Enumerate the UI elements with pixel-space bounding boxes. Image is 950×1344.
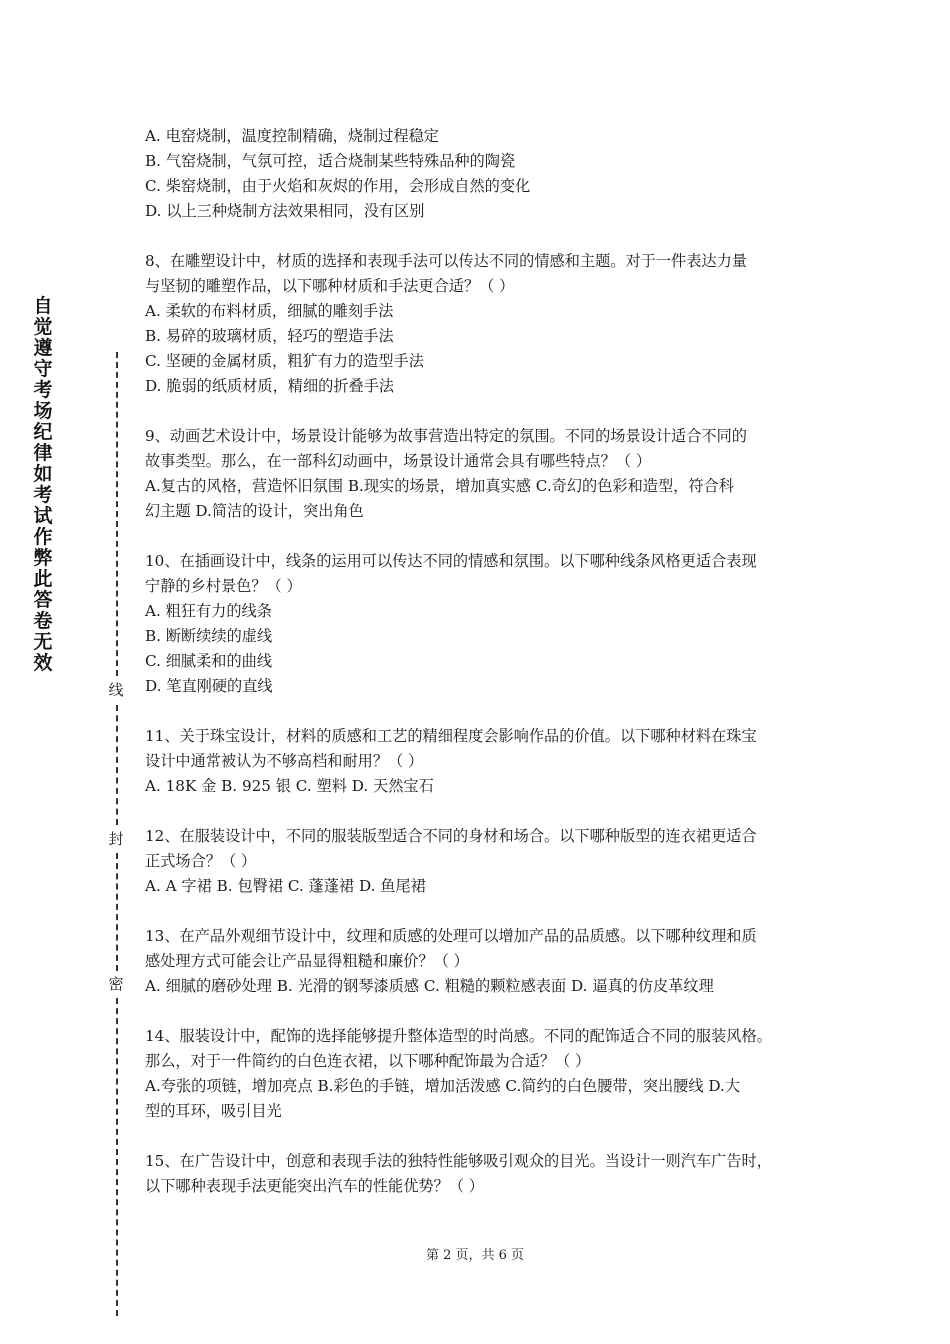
- text-line: 8、在雕塑设计中，材质的选择和表现手法可以传达不同的情感和主题。对于一件表达力量: [145, 252, 747, 270]
- block-spacer: [145, 399, 813, 424]
- text-line: 那么，对于一件简约的白色连衣裙，以下哪种配饰最为合适？（ ）: [145, 1052, 591, 1070]
- binding-dashed-line: [116, 705, 118, 825]
- binding-dashed-line: [116, 853, 118, 971]
- text-line: A. 粗狂有力的线条: [145, 602, 272, 620]
- text-line: 13、在产品外观细节设计中，纹理和质感的处理可以增加产品的品质感。以下哪种纹理和质: [145, 927, 757, 945]
- seal-label-line: 线: [106, 680, 126, 700]
- text-line: A.复古的风格，营造怀旧氛围 B.现实的场景，增加真实感 C.奇幻的色彩和造型，符合科: [145, 477, 734, 495]
- question-block: [145, 1149, 813, 1199]
- binding-dashed-line: [116, 352, 118, 676]
- question-block: [145, 724, 813, 799]
- text-line: 以下哪种表现手法更能突出汽车的性能优势？（ ）: [145, 1177, 484, 1195]
- block-spacer: [145, 899, 813, 924]
- text-line: C. 细腻柔和的曲线: [145, 652, 273, 670]
- text-line: 14、服装设计中，配饰的选择能够提升整体造型的时尚感。不同的配饰适合不同的服装风格。: [145, 1027, 772, 1045]
- block-spacer: [145, 224, 813, 249]
- question-block: [145, 124, 813, 224]
- block-spacer: [145, 524, 813, 549]
- question-block: [145, 1024, 813, 1124]
- text-line: B. 易碎的玻璃材质，轻巧的塑造手法: [145, 327, 394, 345]
- text-line: 9、动画艺术设计中，场景设计能够为故事营造出特定的氛围。不同的场景设计适合不同的: [145, 427, 747, 445]
- text-line: A.夸张的项链，增加亮点 B.彩色的手链，增加活泼感 C.简约的白色腰带，突出腰线 D.大: [145, 1077, 741, 1095]
- text-line: 12、在服装设计中，不同的服装版型适合不同的身材和场合。以下哪种版型的连衣裙更适合: [145, 827, 757, 845]
- question-block: [145, 824, 813, 899]
- text-line: D. 以上三种烧制方法效果相同，没有区别: [145, 202, 425, 220]
- text-line: C. 柴窑烧制，由于火焰和灰烬的作用，会形成自然的变化: [145, 177, 531, 195]
- text-line: 幻主题 D.简洁的设计，突出角色: [145, 502, 364, 520]
- text-line: 型的耳环，吸引目光: [145, 1102, 282, 1120]
- text-line: 正式场合？（ ）: [145, 852, 257, 870]
- text-line: A. 细腻的磨砂处理 B. 光滑的钢琴漆质感 C. 粗糙的颗粒感表面 D. 逼真的仿皮革纹理: [145, 977, 714, 995]
- text-line: A. 电窑烧制，温度控制精确，烧制过程稳定: [145, 127, 439, 145]
- text-line: A. 柔软的布料材质，细腻的雕刻手法: [145, 302, 394, 320]
- text-line: A. A 字裙 B. 包臀裙 C. 蓬蓬裙 D. 鱼尾裙: [145, 877, 426, 895]
- question-block: [145, 924, 813, 999]
- seal-label-secret: 密: [106, 974, 126, 994]
- text-line: 11、关于珠宝设计，材料的质感和工艺的精细程度会影响作品的价值。以下哪种材料在珠宝: [145, 727, 757, 745]
- text-line: D. 笔直刚硬的直线: [145, 677, 273, 695]
- block-spacer: [145, 999, 813, 1024]
- seal-label-seal: 封: [106, 829, 126, 849]
- text-line: B. 断断续续的虚线: [145, 627, 273, 645]
- question-block: [145, 549, 813, 699]
- text-line: D. 脆弱的纸质材质，精细的折叠手法: [145, 377, 395, 395]
- page-number: 第 2 页，共 6 页: [425, 1248, 525, 1263]
- text-line: 故事类型。那么，在一部科幻动画中，场景设计通常会具有哪些特点？（ ）: [145, 452, 652, 470]
- block-spacer: [145, 1124, 813, 1149]
- question-block: [145, 424, 813, 524]
- block-spacer: [145, 799, 813, 824]
- text-line: A. 18K 金 B. 925 银 C. 塑料 D. 天然宝石: [145, 777, 434, 795]
- question-block: [145, 249, 813, 399]
- text-line: B. 气窑烧制，气氛可控，适合烧制某些特殊品种的陶瓷: [145, 152, 516, 170]
- text-line: 感处理方式可能会让产品显得粗糙和廉价？（ ）: [145, 952, 469, 970]
- question-content: [145, 124, 813, 1199]
- block-spacer: [145, 699, 813, 724]
- text-line: C. 坚硬的金属材质，粗犷有力的造型手法: [145, 352, 424, 370]
- text-line: 宁静的乡村景色？（ ）: [145, 577, 302, 595]
- text-line: 设计中通常被认为不够高档和耐用？（ ）: [145, 752, 424, 770]
- binding-dashed-line: [116, 998, 118, 1316]
- text-line: 10、在插画设计中，线条的运用可以传达不同的情感和氛围。以下哪种线条风格更适合表现: [145, 552, 757, 570]
- exam-discipline-warning: 自觉遵守考场纪律如考试作弊此答卷无效: [33, 295, 53, 674]
- text-line: 15、在广告设计中，创意和表现手法的独特性能够吸引观众的目光。当设计一则汽车广告时，: [145, 1152, 772, 1170]
- text-line: 与坚韧的雕塑作品，以下哪种材质和手法更合适？（ ）: [145, 277, 515, 295]
